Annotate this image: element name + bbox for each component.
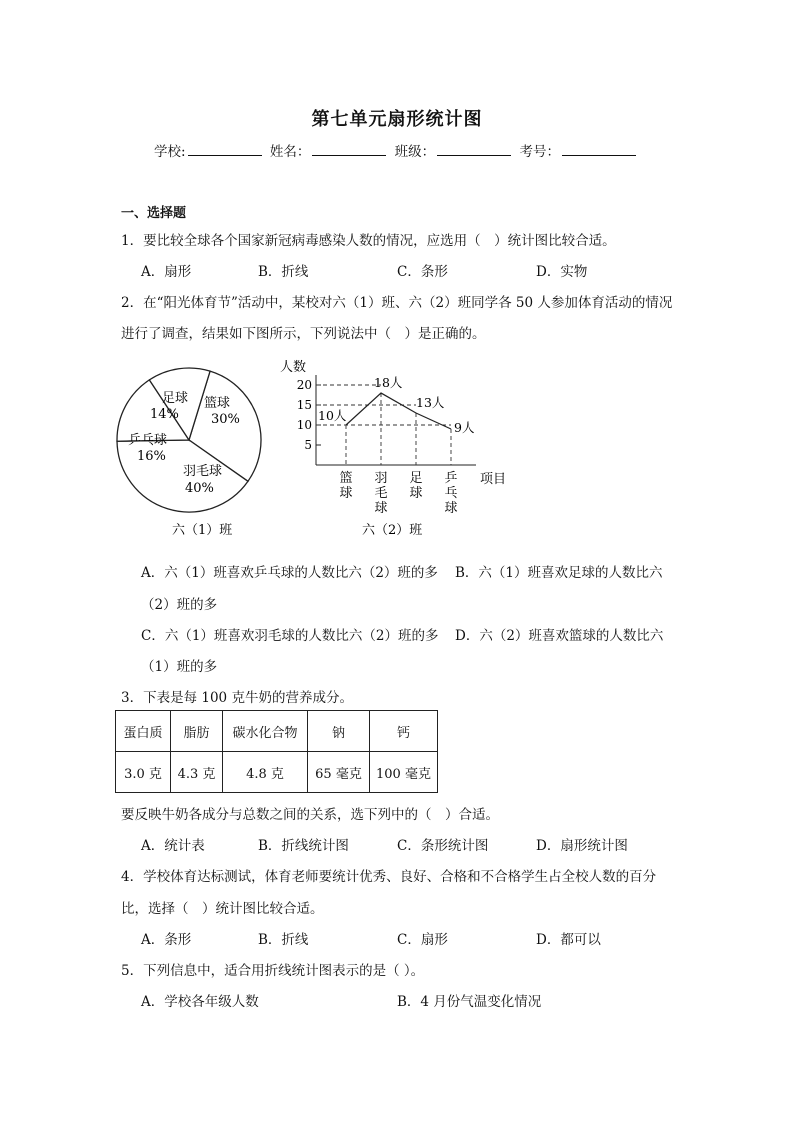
pie-pct-football: 14%: [150, 407, 179, 422]
pie-title: 六（1）班: [172, 523, 233, 538]
table-header-cell: 蛋白质: [116, 711, 171, 752]
q2-option-d[interactable]: D．六（2）班喜欢篮球的人数比六: [455, 628, 664, 644]
q4-option-c[interactable]: C．扇形: [397, 932, 448, 948]
q5-option-b[interactable]: B．4 月份气温变化情况: [397, 994, 542, 1010]
table-header-cell: 脂肪: [171, 711, 223, 752]
q2-option-d-cont[interactable]: （1）班的多: [141, 659, 218, 675]
table-header-row: [116, 711, 438, 752]
q4-option-b[interactable]: B．折线: [258, 932, 309, 948]
class-label: 班级：: [394, 144, 436, 160]
school-blank[interactable]: [188, 143, 262, 156]
pie-label-football: 足球: [162, 391, 189, 406]
data-label: 13人: [416, 395, 445, 410]
pie-pct-basketball: 30%: [211, 412, 240, 427]
pie-pct-pingpong: 16%: [137, 449, 166, 464]
name-blank[interactable]: [312, 143, 386, 156]
q3-stem2: 要反映牛奶各成分与总数之间的关系，选下列中的（ ）合适。: [121, 807, 499, 823]
nutrition-table: [115, 710, 438, 793]
q2-option-b[interactable]: B．六（1）班喜欢足球的人数比六: [455, 565, 663, 581]
q2-stem-line2: 进行了调查，结果如下图所示，下列说法中（ ）是正确的。: [121, 326, 486, 342]
table-cell: 4.8 克: [223, 752, 308, 793]
q1-option-d[interactable]: D．实物: [536, 264, 588, 280]
exam-number-blank[interactable]: [562, 143, 636, 156]
x-tick-label: 足球: [409, 471, 423, 501]
q1-option-a[interactable]: A．扇形: [141, 264, 192, 280]
q2-option-b-cont[interactable]: （2）班的多: [141, 597, 218, 613]
table-cell: 65 毫克: [308, 752, 370, 793]
school-label: 学校:: [154, 144, 186, 160]
y-axis-label: 人数: [280, 360, 307, 375]
y-tick-label: 20: [296, 378, 312, 392]
table-header-cell: 碳水化合物: [223, 711, 308, 752]
line-chart-title: 六（2）班: [362, 523, 423, 538]
table-header-cell: 钙: [370, 711, 438, 752]
x-tick-label: 乒乓球: [444, 471, 458, 516]
y-tick-label: 15: [296, 398, 312, 412]
q3-option-b[interactable]: B．折线统计图: [258, 838, 349, 854]
table-header-cell: 钠: [308, 711, 370, 752]
q1-option-c[interactable]: C．条形: [397, 264, 448, 280]
page-title: 第七单元扇形统计图: [311, 109, 483, 130]
q2-option-a[interactable]: A．六（1）班喜欢乒乓球的人数比六（2）班的多: [141, 565, 438, 581]
x-tick-label: 篮球: [339, 471, 353, 501]
pie-label-pingpong: 乒乓球: [128, 433, 168, 448]
table-cell: 3.0 克: [116, 752, 171, 793]
q4-option-a[interactable]: A．条形: [141, 932, 192, 948]
q5-stem: 5．下列信息中，适合用折线统计图表示的是（ ）。: [121, 963, 425, 979]
line-chart-class2: [276, 355, 526, 545]
q3-option-a[interactable]: A．统计表: [141, 838, 205, 854]
section-heading: 一、选择题: [121, 206, 187, 221]
student-info-line: [0, 140, 794, 160]
x-axis-label: 项目: [480, 472, 507, 487]
q4-stem-line1: 4．学校体育达标测试，体育老师要统计优秀、良好、合格和不合格学生占全校人数的百分: [121, 869, 657, 885]
q1-option-b[interactable]: B．折线: [258, 264, 309, 280]
data-label: 10人: [318, 408, 347, 423]
q3-option-d[interactable]: D．扇形统计图: [536, 838, 628, 854]
q4-stem-line2: 比，选择（ ）统计图比较合适。: [121, 901, 324, 917]
class-blank[interactable]: [437, 143, 511, 156]
q3-stem: 3．下表是每 100 克牛奶的营养成分。: [121, 690, 353, 706]
pie-label-badminton: 羽毛球: [183, 464, 223, 479]
y-tick-label: 10: [296, 418, 312, 432]
name-label: 姓名：: [269, 144, 311, 160]
q5-option-a[interactable]: A．学校各年级人数: [141, 994, 259, 1010]
pie-pct-badminton: 40%: [185, 481, 214, 496]
pie-label-basketball: 篮球: [204, 396, 231, 411]
q4-option-d[interactable]: D．都可以: [536, 932, 601, 948]
data-label: 9人: [454, 420, 475, 435]
q1-stem: 1．要比较全球各个国家新冠病毒感染人数的情况，应选用（ ）统计图比较合适。: [121, 233, 616, 249]
table-row: [116, 752, 438, 793]
exam-number-label: 考号：: [519, 144, 560, 160]
data-label: 18人: [374, 375, 403, 390]
q2-option-c[interactable]: C．六（1）班喜欢羽毛球的人数比六（2）班的多: [141, 628, 439, 644]
q3-option-c[interactable]: C．条形统计图: [397, 838, 489, 854]
table-cell: 4.3 克: [171, 752, 223, 793]
pie-chart-class1: [112, 358, 282, 548]
x-tick-label: 羽毛球: [374, 471, 388, 516]
table-cell: 100 毫克: [370, 752, 438, 793]
q2-stem-line1: 2．在“阳光体育节”活动中，某校对六（1）班、六（2）班同学各 50 人参加体育活动的情况: [121, 295, 673, 311]
y-tick-label: 5: [304, 438, 312, 452]
